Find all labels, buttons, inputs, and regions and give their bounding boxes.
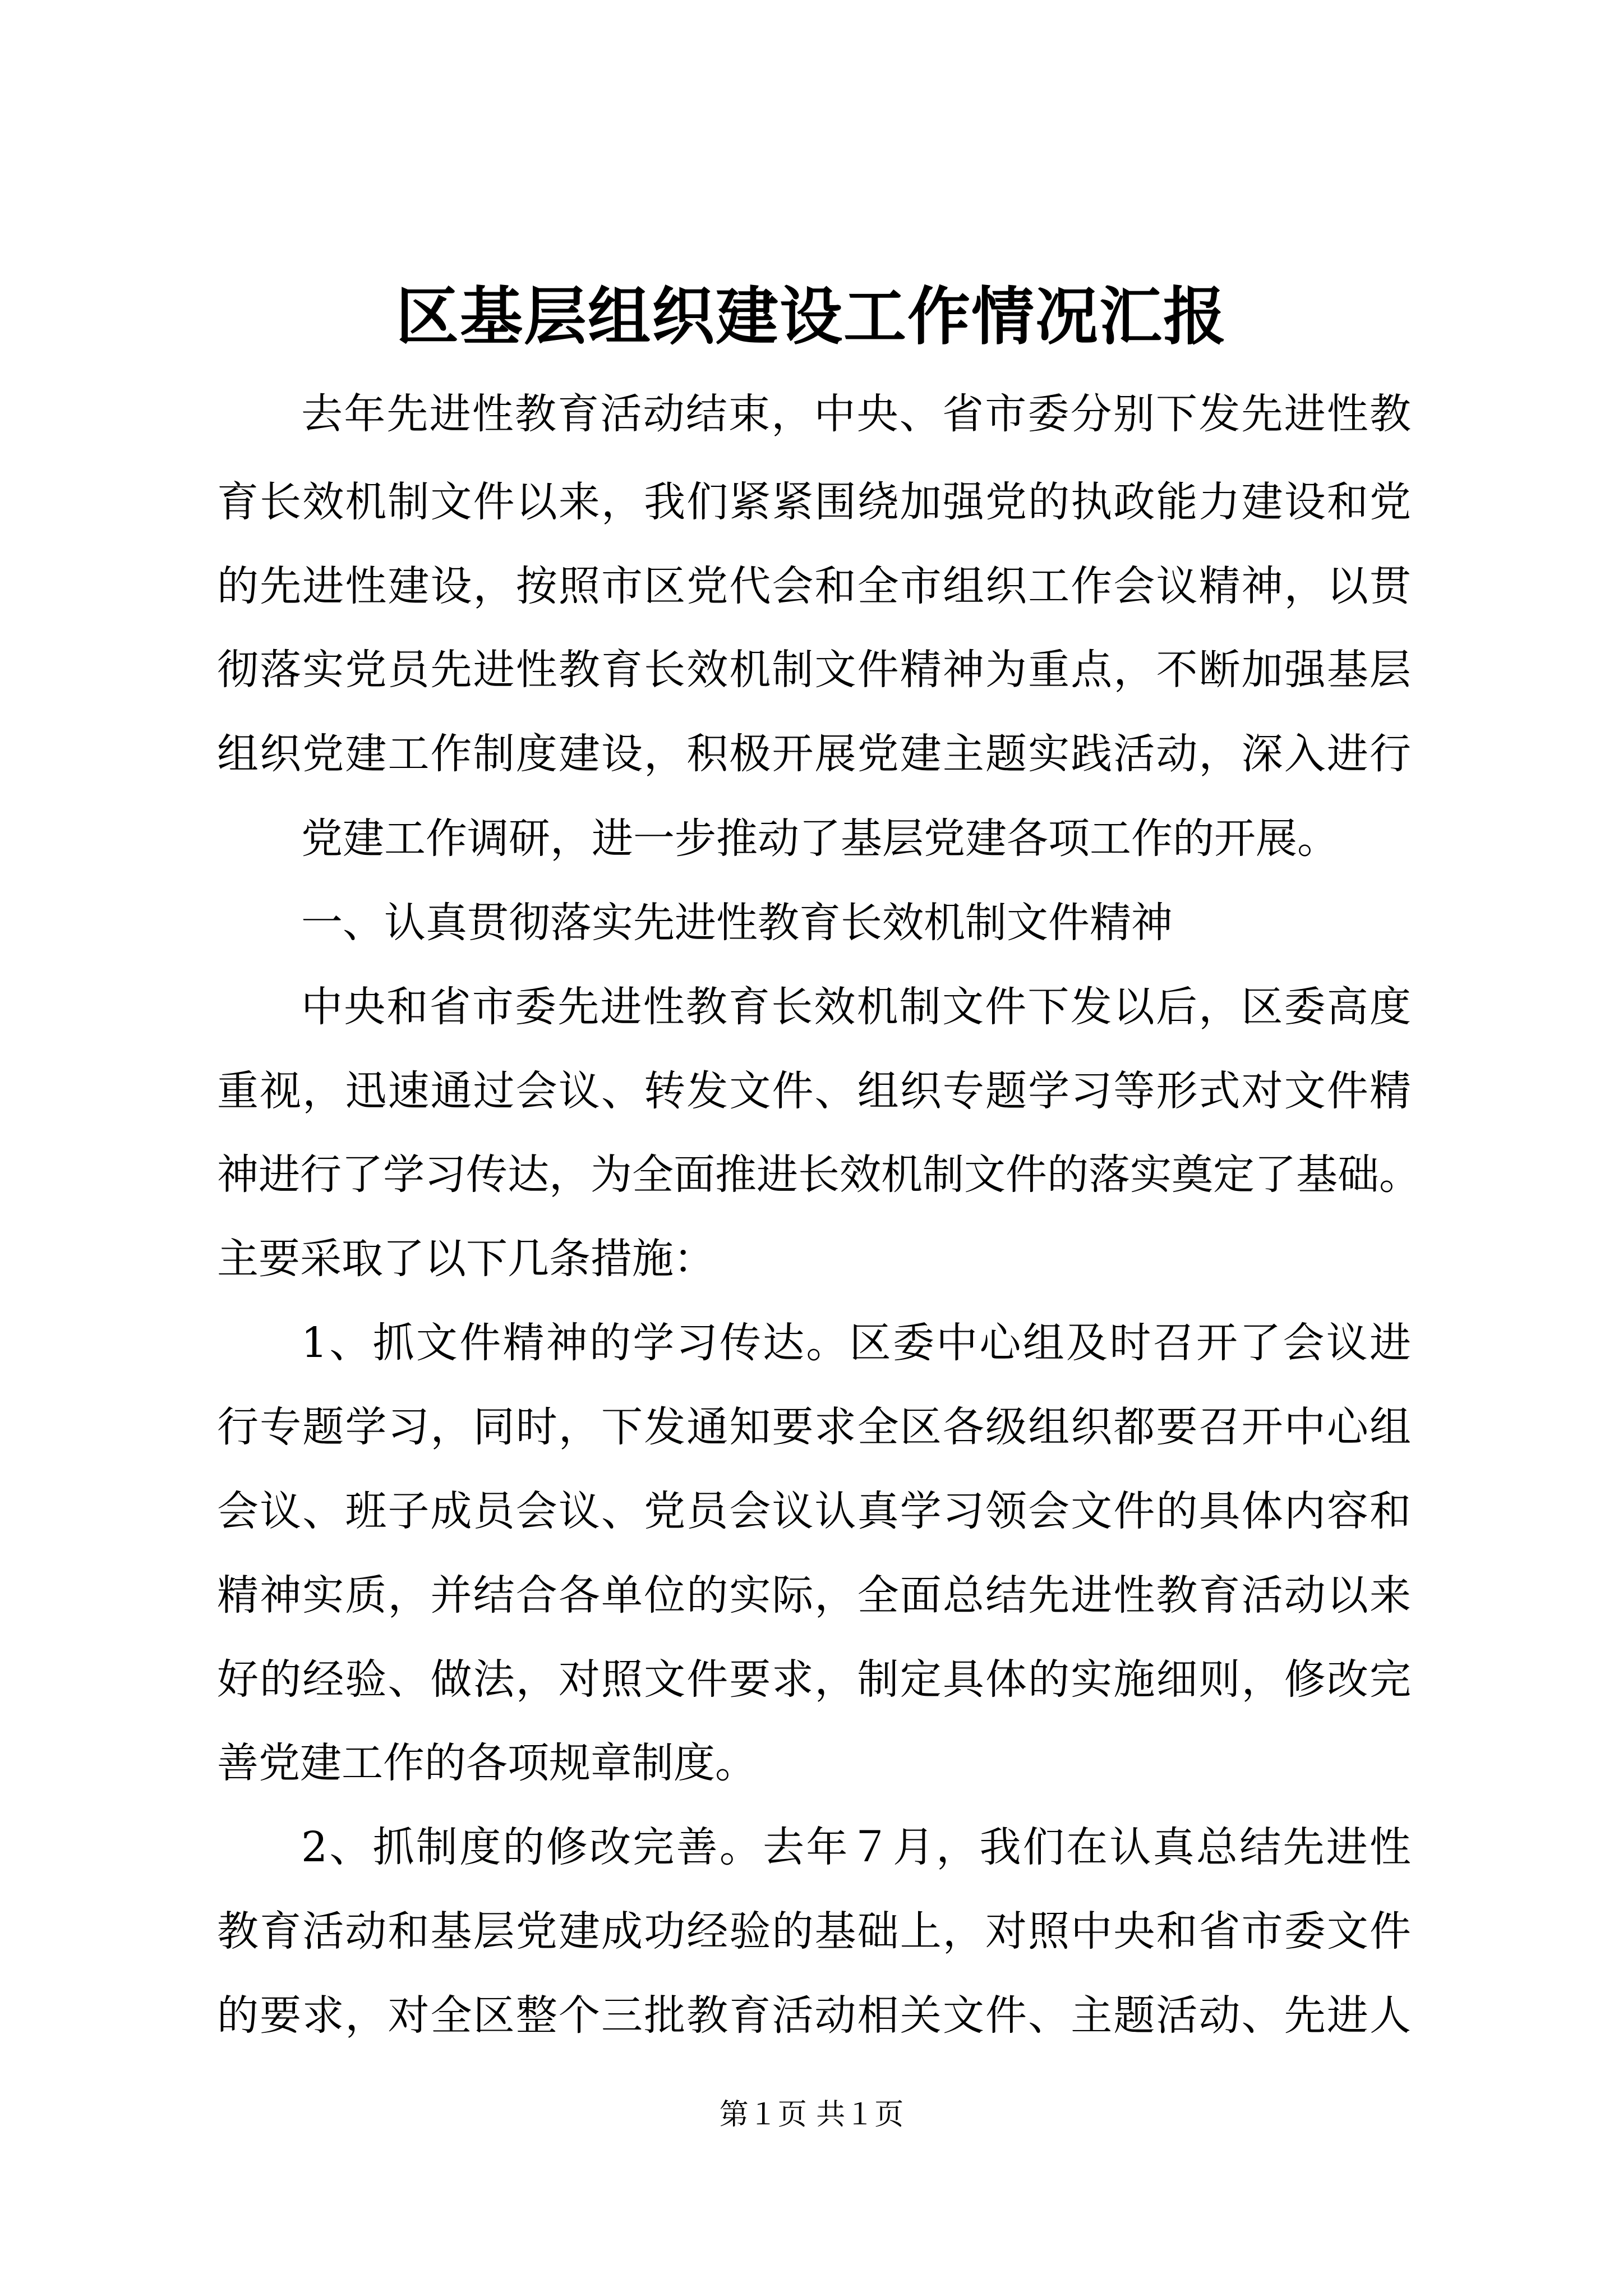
body-line: 好的经验、做法，对照文件要求，制定具体的实施细则，修改完 [217,1655,1411,1704]
body-line: 教育活动和基层党建成功经验的基础上，对照中央和省市委文件 [217,1907,1411,1955]
body-line: 神进行了学习传达，为全面推进长效机制文件的落实奠定了基础。 [217,1151,1421,1199]
body-line: 善党建工作的各项规章制度。 [217,1739,757,1787]
body-line: 的先进性建设，按照市区党代会和全市组织工作会议精神，以贯 [217,562,1411,610]
body-line: 彻落实党员先进性教育长效机制文件精神为重点，不断加强基层 [217,646,1411,694]
body-line: 行专题学习，同时，下发通知要求全区各级组织都要召开中心组 [217,1403,1411,1451]
body-line: 重视，迅速通过会议、转发文件、组织专题学习等形式对文件精 [217,1067,1411,1115]
body-line: 主要采取了以下几条措施： [217,1235,715,1283]
body-line: 精神实质，并结合各单位的实际，全面总结先进性教育活动以来 [217,1571,1411,1619]
body-line: 去年先进性教育活动结束，中央、省市委分别下发先进性教 [301,390,1411,438]
page-number-footer: 第１页 共１页 [719,2098,904,2132]
body-line: 育长效机制文件以来，我们紧紧围绕加强党的执政能力建设和党 [217,478,1411,526]
body-line: 组织党建工作制度建设，积极开展党建主题实践活动，深入进行 [217,730,1411,778]
body-line: 2、抓制度的修改完善。去年７月，我们在认真总结先进性 [301,1823,1411,1871]
section-heading: 一、认真贯彻落实先进性教育长效机制文件精神 [301,899,1173,947]
body-line: 会议、班子成员会议、党员会议认真学习领会文件的具体内容和 [217,1487,1411,1535]
document-title: 区基层组织建设工作情况汇报 [396,280,1227,353]
body-line: 的要求，对全区整个三批教育活动相关文件、主题活动、先进人 [217,1991,1411,2040]
body-line: 党建工作调研，进一步推动了基层党建各项工作的开展。 [301,815,1339,863]
body-line: 1、抓文件精神的学习传达。区委中心组及时召开了会议进 [301,1319,1411,1367]
body-line: 中央和省市委先进性教育长效机制文件下发以后，区委高度 [301,983,1411,1031]
